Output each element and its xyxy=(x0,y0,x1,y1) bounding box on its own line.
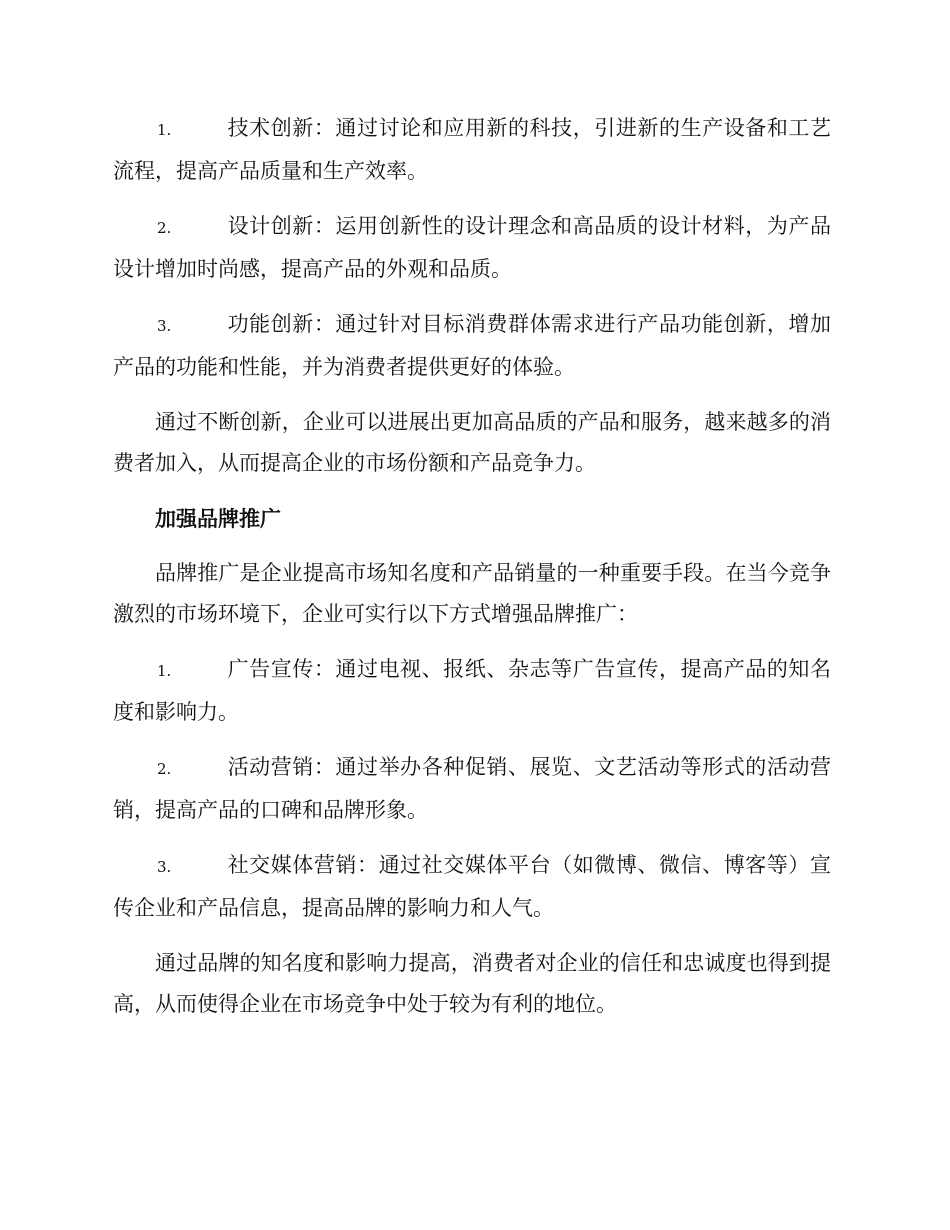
list-number: 3. xyxy=(157,858,172,876)
brand-intro-paragraph: 品牌推广是企业提高市场知名度和产品销量的一种重要手段。在当今竞争激烈的市场环境下，企业可实行以下方式增强品牌推广： xyxy=(113,561,831,626)
brand-list-item-2 xyxy=(113,747,831,831)
innovation-list-item-3 xyxy=(113,304,831,388)
document-content xyxy=(113,108,831,1039)
innovation-list-item-2 xyxy=(113,206,831,290)
list-item-text: 功能创新：通过针对目标消费群体需求进行产品功能创新，增加产品的功能和性能，并为消费者提供更好的体验。 xyxy=(113,312,831,379)
list-item-text: 活动营销：通过举办各种促销、展览、文艺活动等形式的活动营销，提高产品的口碑和品牌形象。 xyxy=(113,755,831,822)
list-item-text: 广告宣传：通过电视、报纸、杂志等广告宣传，提高产品的知名度和影响力。 xyxy=(113,657,831,724)
list-number: 1. xyxy=(157,121,172,139)
brand-list-item-3 xyxy=(113,845,831,929)
list-item-text: 技术创新：通过讨论和应用新的科技，引进新的生产设备和工艺流程，提高产品质量和生产效率。 xyxy=(113,116,831,183)
innovation-summary-paragraph: 通过不断创新，企业可以进展出更加高品质的产品和服务，越来越多的消费者加入，从而提高企业的市场份额和产品竞争力。 xyxy=(113,410,831,475)
brand-summary-paragraph: 通过品牌的知名度和影响力提高，消费者对企业的信任和忠诚度也得到提高，从而使得企业在市场竞争中处于较为有利的地位。 xyxy=(113,951,831,1016)
list-number: 3. xyxy=(157,317,172,335)
list-number: 2. xyxy=(157,760,172,778)
list-number: 1. xyxy=(157,662,172,680)
list-item-text: 社交媒体营销：通过社交媒体平台（如微博、微信、博客等）宣传企业和产品信息，提高品牌的影响力和人气。 xyxy=(113,853,831,920)
section-heading: 加强品牌推广 xyxy=(155,506,281,531)
list-item-text: 设计创新：运用创新性的设计理念和高品质的设计材料，为产品设计增加时尚感，提高产品的外观和品质。 xyxy=(113,214,831,281)
list-number: 2. xyxy=(157,219,172,237)
innovation-list-item-1 xyxy=(113,108,831,192)
brand-list-item-1 xyxy=(113,649,831,733)
